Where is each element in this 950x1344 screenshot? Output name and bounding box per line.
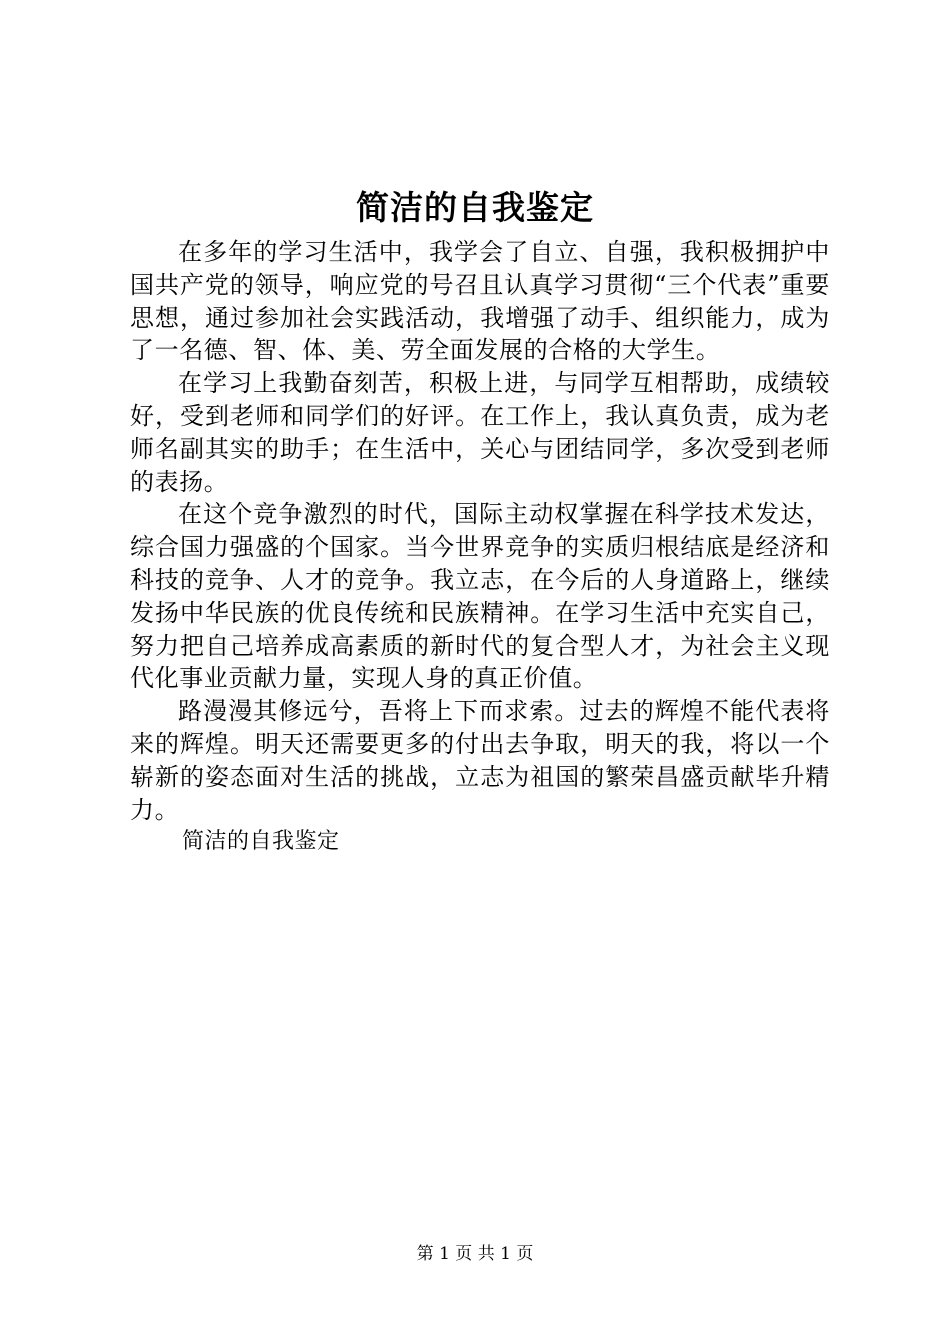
document-body — [130, 236, 830, 859]
page-number-footer: 第 1 页 共 1 页 — [416, 1244, 534, 1264]
closing-line: 简洁的自我鉴定 — [182, 829, 340, 855]
paragraph-3: 在这个竞争激烈的时代，国际主动权掌握在科学技术发达，综合国力强盛的个国家。当今世界竞争的实质归根结底是经济和科技的竞争、人才的竞争。我立志，在今后的人身道路上，继续发扬中华民族的优良传统和民族精神。在学习生活中充实自己，努力把自己培养成高素质的新时代的复合型人才，为社会主义现代化事业贡献力量，实现人身的真正价值。 — [130, 500, 830, 693]
document-title: 简洁的自我鉴定 — [356, 188, 594, 227]
paragraph-2: 在学习上我勤奋刻苦，积极上进，与同学互相帮助，成绩较好，受到老师和同学们的好评。在工作上，我认真负责，成为老师名副其实的助手；在生活中，关心与团结同学，多次受到老师的表扬。 — [130, 369, 830, 496]
paragraph-4: 路漫漫其修远兮，吾将上下而求索。过去的辉煌不能代表将来的辉煌。明天还需要更多的付出去争取，明天的我，将以一个崭新的姿态面对生活的挑战，立志为祖国的繁荣昌盛贡献毕升精力。 — [130, 697, 830, 824]
paragraph-1: 在多年的学习生活中，我学会了自立、自强，我积极拥护中国共产党的领导，响应党的号召且认真学习贯彻“三个代表”重要思想，通过参加社会实践活动，我增强了动手、组织能力，成为了一名德、智、体、美、劳全面发展的合格的大学生。 — [130, 238, 830, 365]
